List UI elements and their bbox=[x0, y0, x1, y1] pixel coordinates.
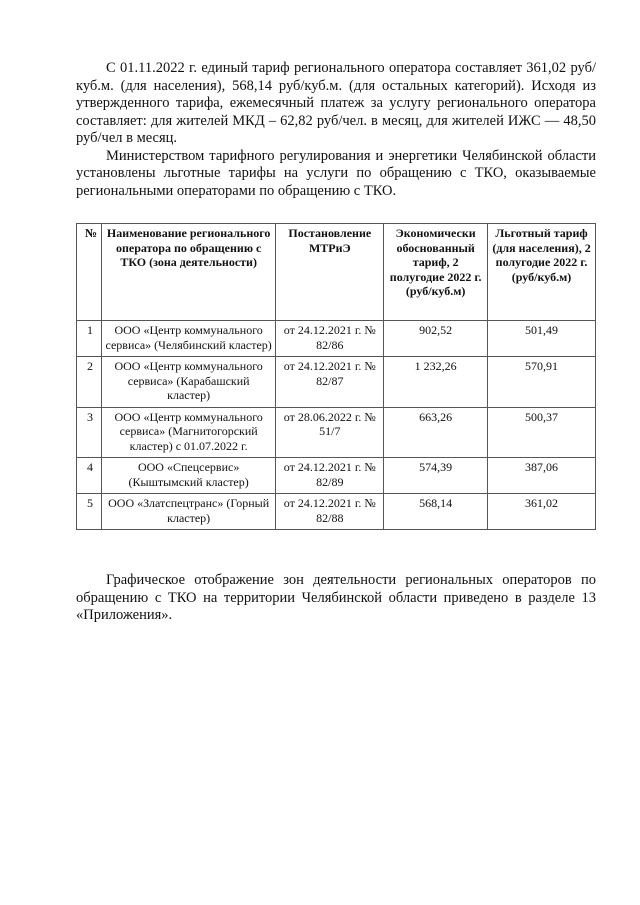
row-operator-name: ООО «Центр коммунального сервиса» (Карабашский кластер) bbox=[101, 357, 275, 408]
row-decree: от 28.06.2022 г. № 51/7 bbox=[276, 407, 384, 458]
row-pref-tariff: 500,37 bbox=[488, 407, 596, 458]
table-row bbox=[77, 321, 596, 357]
header-name: Наименование регионального оператора по обращению с ТКО (зона деятельности) bbox=[101, 224, 275, 321]
paragraph-ministry-info: Министерством тарифного регулирования и энергетики Челябинской области установлены льготные тарифы на услуги по обращению с ТКО, оказываемые региональными операторами по обращению с ТКО. bbox=[76, 147, 596, 199]
row-econ-tariff: 902,52 bbox=[384, 321, 488, 357]
row-num: 1 bbox=[77, 321, 102, 357]
row-num: 3 bbox=[77, 407, 102, 458]
row-pref-tariff: 570,91 bbox=[488, 357, 596, 408]
row-econ-tariff: 568,14 bbox=[384, 494, 488, 530]
row-decree: от 24.12.2021 г. № 82/88 bbox=[276, 494, 384, 530]
paragraph-map-reference: Графическое отображение зон деятельности региональных операторов по обращению с ТКО на территории Челябинской области приведено в разделе 13 «Приложения». bbox=[76, 572, 596, 623]
row-econ-tariff: 663,26 bbox=[384, 407, 488, 458]
table-row bbox=[77, 458, 596, 494]
header-econ-tariff: Экономически обоснованный тариф, 2 полугодие 2022 г. (руб/куб.м) bbox=[384, 224, 488, 321]
row-operator-name: ООО «Центр коммунального сервиса» (Магнитогорский кластер) с 01.07.2022 г. bbox=[101, 407, 275, 458]
spacer bbox=[76, 530, 596, 572]
row-num: 2 bbox=[77, 357, 102, 408]
row-decree: от 24.12.2021 г. № 82/89 bbox=[276, 458, 384, 494]
row-operator-name: ООО «Спецсервис» (Кыштымский кластер) bbox=[101, 458, 275, 494]
document-page bbox=[76, 60, 596, 625]
row-operator-name: ООО «Центр коммунального сервиса» (Челябинский кластер) bbox=[101, 321, 275, 357]
row-pref-tariff: 387,06 bbox=[488, 458, 596, 494]
row-econ-tariff: 574,39 bbox=[384, 458, 488, 494]
table-header-row bbox=[77, 224, 596, 321]
tariff-table bbox=[76, 223, 596, 530]
table-row bbox=[77, 407, 596, 458]
row-operator-name: ООО «Златспецтранс» (Горный кластер) bbox=[101, 494, 275, 530]
row-decree: от 24.12.2021 г. № 82/87 bbox=[276, 357, 384, 408]
row-econ-tariff: 1 232,26 bbox=[384, 357, 488, 408]
header-pref-tariff: Льготный тариф (для населения), 2 полугодие 2022 г. (руб/куб.м) bbox=[488, 224, 596, 321]
table-row bbox=[77, 494, 596, 530]
row-pref-tariff: 361,02 bbox=[488, 494, 596, 530]
table-row bbox=[77, 357, 596, 408]
row-num: 5 bbox=[77, 494, 102, 530]
header-decree: Постановление МТРиЭ bbox=[276, 224, 384, 321]
row-decree: от 24.12.2021 г. № 82/86 bbox=[276, 321, 384, 357]
row-pref-tariff: 501,49 bbox=[488, 321, 596, 357]
header-num: № bbox=[77, 224, 102, 321]
paragraph-tariff-info: С 01.11.2022 г. единый тариф регионального оператора составляет 361,02 руб/куб.м. (для населения), 568,14 руб/куб.м. (для остальных категорий). Исходя из утвержденного тарифа, ежемесячный платеж за услугу регионального оператора составляет: для жителей МКД – 62,82 руб/чел. в месяц, для жителей ИЖС — 48,50 руб/чел в месяц. bbox=[76, 60, 596, 146]
tariff-table-container bbox=[76, 223, 596, 530]
row-num: 4 bbox=[77, 458, 102, 494]
